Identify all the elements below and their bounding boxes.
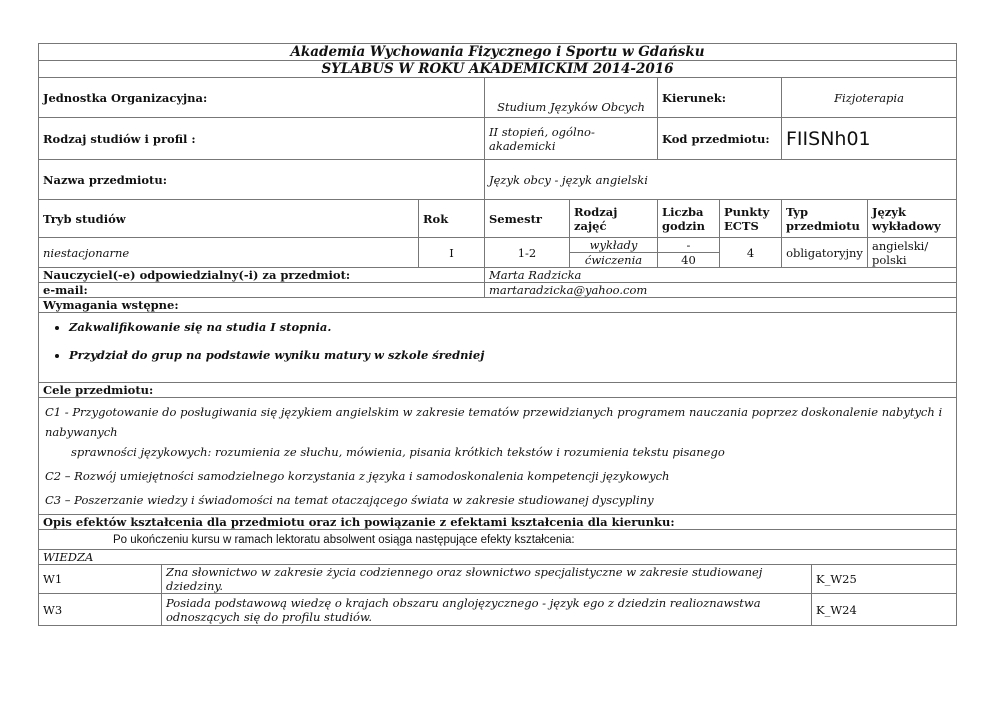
requirements-list <box>39 313 957 383</box>
requirements-label: Wymagania wstępne: <box>39 298 957 313</box>
subject-label: Nazwa przedmiotu: <box>39 160 485 200</box>
study-type-value: II stopień, ogólno-akademicki <box>485 118 658 160</box>
class-type-exercises: ćwiczenia <box>570 253 658 268</box>
outcome-ref: K_W25 <box>812 565 957 594</box>
study-type-label: Rodzaj studiów i profil : <box>39 118 485 160</box>
goal-c1-continued: sprawności językowych: rozumienia ze słuchu, mówienia, pisania krótkich tekstów i rozumienia tekstu pisanego <box>71 445 725 459</box>
study-semester: 1-2 <box>485 238 570 268</box>
class-type-lectures: wykłady <box>570 238 658 253</box>
teacher-email: martaradzicka@yahoo.com <box>485 283 957 298</box>
institution-title: Akademia Wychowania Fizycznego i Sportu w Gdańsku <box>39 44 957 61</box>
requirement-item: • Przydział do grup na podstawie wyniku matury w szkole średniej <box>69 348 952 362</box>
col-header-language: Język wykładowy <box>868 200 957 238</box>
syllabus-subtitle: SYLABUS W ROKU AKADEMICKIM 2014-2016 <box>39 61 957 78</box>
outcome-id: W3 <box>39 594 162 626</box>
outcome-ref: K_W24 <box>812 594 957 626</box>
subject-value: Język obcy - język angielski <box>485 160 957 200</box>
col-header-semester: Semestr <box>485 200 570 238</box>
hours-lectures: - <box>658 238 720 253</box>
section-knowledge: WIEDZA <box>39 550 957 565</box>
outcomes-table <box>38 549 957 626</box>
unit-label: Jednostka Organizacyjna: <box>39 78 485 118</box>
goal-c2: C2 – Rozwój umiejętności samodzielnego korzystania z języka i samodoskonalenia kompetencji językowych <box>45 469 670 483</box>
col-header-year: Rok <box>419 200 485 238</box>
outcomes-label: Opis efektów kształcenia dla przedmiotu oraz ich powiązanie z efektami kształcenia dla kierunku: <box>39 515 957 530</box>
ects-points: 4 <box>720 238 782 268</box>
outcomes-intro: Po ukończeniu kursu w ramach lektoratu absolwent osiąga następujące efekty kształcenia: <box>39 530 957 550</box>
teacher-name: Marta Radzicka <box>485 268 957 283</box>
teaching-language: angielski/ polski <box>868 238 957 268</box>
requirement-item: • Zakwalifikowanie się na studia I stopnia. <box>69 320 952 334</box>
study-year: I <box>419 238 485 268</box>
col-header-mode: Tryb studiów <box>39 200 419 238</box>
code-label: Kod przedmiotu: <box>658 118 782 160</box>
email-label: e-mail: <box>39 283 485 298</box>
table-row <box>39 565 957 594</box>
hours-exercises: 40 <box>658 253 720 268</box>
col-header-hours: Liczba godzin <box>658 200 720 238</box>
direction-value: Fizjoterapia <box>782 78 957 118</box>
col-header-class-type: Rodzaj zajęć <box>570 200 658 238</box>
col-header-ects: Punkty ECTS <box>720 200 782 238</box>
outcome-text: Posiada podstawową wiedzę o krajach obszaru anglojęzycznego - język ego z dziedzin realioznawstwa odnoszących się do profilu studiów. <box>162 594 812 626</box>
subject-type: obligatoryjny <box>782 238 868 268</box>
code-value: FIISNh01 <box>782 118 957 160</box>
col-header-subject-type: Typ przedmiotu <box>782 200 868 238</box>
teacher-label: Nauczyciel(-e) odpowiedzialny(-i) za przedmiot: <box>39 268 485 283</box>
unit-value: Studium Języków Obcych <box>485 78 658 118</box>
study-mode: niestacjonarne <box>39 238 419 268</box>
goal-c1: C1 - Przygotowanie do posługiwania się językiem angielskim w zakresie tematów przewidzianych programem nauczania poprzez doskonalenie nabytych i nabywanych <box>45 405 943 439</box>
outcome-id: W1 <box>39 565 162 594</box>
syllabus-header-table <box>38 43 957 550</box>
goals-label: Cele przedmiotu: <box>39 383 957 398</box>
outcome-text: Zna słownictwo w zakresie życia codziennego oraz słownictwo specjalistyczne w zakresie studiowanej dziedziny. <box>162 565 812 594</box>
table-row <box>39 594 957 626</box>
direction-label: Kierunek: <box>658 78 782 118</box>
goal-c3: C3 – Poszerzanie wiedzy i świadomości na temat otaczającego świata w zakresie studiowanej dyscypliny <box>45 493 654 507</box>
goals-list <box>39 398 957 515</box>
syllabus-document <box>38 43 956 626</box>
